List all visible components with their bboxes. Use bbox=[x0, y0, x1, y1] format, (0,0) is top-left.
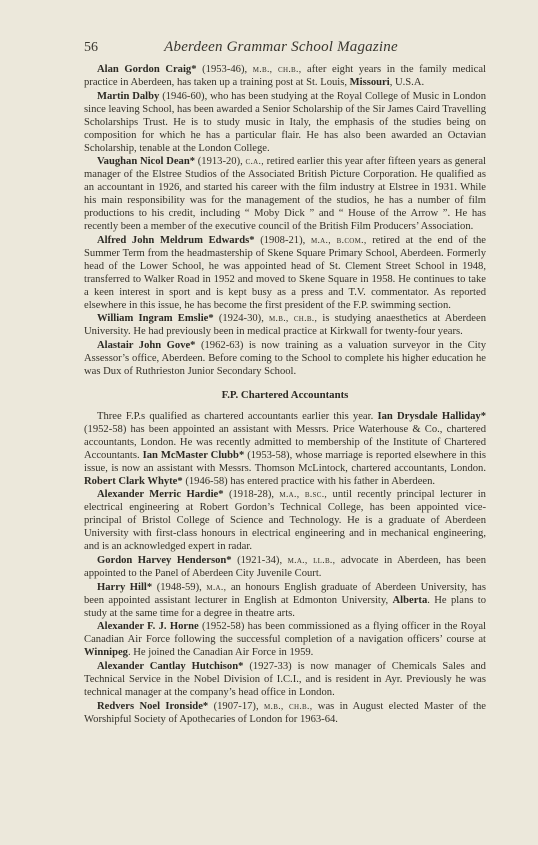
degrees: m.b., ch.b., bbox=[264, 700, 313, 712]
school-dates: (1927-33) bbox=[249, 660, 292, 672]
person-name: Harry Hill* bbox=[97, 581, 153, 593]
person-name: Alfred John Meldrum Edwards* bbox=[97, 234, 255, 246]
entry-text: retired at the end of the Summer Term from the headmastership of Skene Square Primary School, Aberdeen. Formerly head of the Lower School, he was appointed head of St. Clement Street School in 1948, transferred to Walker Road in 1952 and moved to Skene Square in 1958. He continues to take a keen interest in sport and is kept busy as a press and T.V. commentator. As reported elsewhere in this issue, he has become the first president of the F.P. swimming section. bbox=[84, 234, 486, 311]
school-dates: (1952-58) bbox=[202, 621, 245, 633]
entry-text: is studying anaesthetics at Aberdeen University. He had previously been in medical practice at Kirkwall for twenty-four years. bbox=[84, 313, 486, 338]
person-name: Alexander Cantlay Hutchison* bbox=[97, 660, 244, 672]
intro-text: Three F.P.s qualified as chartered accountants earlier this year. bbox=[97, 410, 374, 422]
entry-paragraph bbox=[84, 313, 486, 339]
entry-paragraph bbox=[84, 489, 486, 554]
page-header bbox=[84, 38, 478, 60]
entry-paragraph bbox=[84, 235, 486, 313]
entry-text: is now manager of Chemicals Sales and Technical Service in the Nobel Division of I.C.I., and is resident in Ayr. Previously he was technical manager at the company’s head office in London. bbox=[84, 660, 486, 698]
person-name: Ian McMaster Clubb* bbox=[142, 449, 245, 461]
intro-text: (1953-58), whose marriage is reported elsewhere in this issue, is now an assistant with Messrs. Thomson McLintock, chartered accountants, London. bbox=[84, 449, 486, 474]
person-name: Robert Clark Whyte* bbox=[84, 475, 183, 487]
degrees: m.a., ll.b., bbox=[287, 554, 336, 566]
entry-paragraph bbox=[84, 340, 486, 379]
school-dates: (1907-17), bbox=[213, 700, 259, 712]
running-title: Aberdeen Grammar School Magazine bbox=[164, 39, 398, 55]
person-name: Alexander Merric Hardie* bbox=[97, 489, 224, 501]
entries-group-1 bbox=[84, 64, 486, 379]
degrees: m.b., ch.b., bbox=[269, 313, 318, 325]
entry-paragraph bbox=[84, 555, 486, 581]
entries-group-2 bbox=[84, 489, 486, 726]
entry-text: who has been studying at the Royal College of Music in London since leaving School, has been awarded a Senior Scholarship of the Sir James Caird Travelling Scholarships Trust. He is to study music in Italy, the emphasis of the studies being on composition for which he has a particular flair. He has also been awarded an Octavian Scholarship, tenable at the London College. bbox=[84, 90, 487, 154]
entry-text: is now training as a valuation surveyor in the City Assessor’s office, Aberdeen. Before coming to the School to complete his higher education he was Dux of Ruthrieston Junior Secondary School. bbox=[84, 340, 486, 377]
degrees: m.a., bbox=[206, 581, 227, 593]
entry-text: until recently principal lecturer in electrical engineering at Robert Gordon’s Technical College, has been appointed vice-principal of Bristol College of Science and Technology. He is a graduate of Aberdeen University with first-class honours in electrical engineering and in mechanical engineering, and is an acknowledged expert in radar. bbox=[84, 489, 486, 553]
entry-text: was in August elected Master of the Worshipful Society of Apothecaries of London for 1963-64. bbox=[84, 700, 486, 725]
entry-paragraph bbox=[84, 91, 486, 156]
person-name: Alastair John Gove* bbox=[97, 340, 196, 351]
intro-text: (1952-58) has been appointed an assistant with Messrs. Price Waterhouse & Co., chartered accountants, London. He was recently admitted to membership of the Institute of Chartered Accountants. bbox=[84, 423, 486, 461]
school-dates: (1918-28), bbox=[228, 489, 274, 501]
school-dates: (1962-63) bbox=[200, 340, 244, 351]
entry-paragraph bbox=[84, 661, 486, 700]
entry-paragraph bbox=[84, 156, 486, 234]
person-name: Ian Drysdale Halliday* bbox=[377, 410, 486, 422]
place-name: Missouri bbox=[349, 76, 390, 88]
article-body bbox=[84, 64, 486, 727]
entry-text: advocate in Aberdeen, has been appointed to the Panel of Aberdeen City Juvenile Court. bbox=[84, 554, 487, 579]
person-name: Martin Dalby bbox=[97, 90, 160, 102]
person-name: Gordon Harvey Henderson* bbox=[97, 554, 232, 566]
page-number: 56 bbox=[84, 40, 98, 55]
person-name: Vaughan Nicol Dean* bbox=[97, 156, 196, 168]
degrees: c.a., bbox=[245, 156, 264, 168]
entry-text: retired earlier this year after fifteen years as general manager of the Elstree Studios of the Associated British Picture Corporation. He qualified as an accountant in 1926, and started his career with the film industry at Elstree in 1931. While his main responsibility was for the management of the studios, he has a number of film productions to his credit, including “ Moby Dick ” and “ House of the Arrow ”. He has recently been a member of the executive council of the British Film Producers’ Association. bbox=[84, 156, 486, 233]
school-dates: (1946-60), bbox=[162, 90, 208, 102]
place-name: Alberta bbox=[392, 594, 428, 606]
school-dates: (1924-30), bbox=[218, 313, 264, 325]
degrees: m.a., b.sc., bbox=[279, 489, 328, 501]
person-name: Alexander F. J. Horne bbox=[97, 621, 199, 633]
entry-text: an honours English graduate of Aberdeen University, has been appointed assistant lecturer in English at Edmonton University, bbox=[84, 581, 486, 606]
person-name: William Ingram Emslie* bbox=[97, 313, 214, 325]
section-intro-paragraph bbox=[84, 411, 486, 489]
intro-text: (1946-58) has entered practice with his father in Aberdeen. bbox=[185, 475, 436, 487]
person-name: Alan Gordon Craig* bbox=[97, 64, 197, 75]
school-dates: (1953-46), bbox=[202, 64, 248, 75]
entry-text: . He joined the Canadian Air Force in 1959. bbox=[127, 647, 314, 659]
section-heading: F.P. Chartered Accountants bbox=[221, 388, 349, 401]
entry-paragraph bbox=[84, 621, 486, 660]
place-name: Winnipeg bbox=[84, 647, 128, 659]
entry-text: . He plans to study at the same time for a degree in theatre arts. bbox=[84, 594, 486, 619]
entry-paragraph bbox=[84, 64, 486, 90]
entry-text: has been commissioned as a flying officer in the Royal Canadian Air Force following the successful completion of a navigation officers’ course at bbox=[84, 621, 486, 646]
entry-paragraph bbox=[84, 582, 486, 621]
school-dates: (1948-59), bbox=[156, 581, 202, 593]
school-dates: (1913-20), bbox=[197, 156, 243, 168]
person-name: Redvers Noel Ironside* bbox=[97, 700, 209, 712]
entry-text: after eight years in the family medical practice in Aberdeen, has taken up a training post at St. Louis, bbox=[84, 64, 486, 88]
school-dates: (1921-34), bbox=[237, 554, 283, 566]
school-dates: (1908-21), bbox=[260, 234, 306, 246]
entry-text: , U.S.A. bbox=[389, 76, 425, 88]
entry-paragraph bbox=[84, 701, 486, 727]
degrees: m.a., b.com., bbox=[310, 234, 367, 246]
degrees: m.b., ch.b., bbox=[252, 64, 302, 75]
